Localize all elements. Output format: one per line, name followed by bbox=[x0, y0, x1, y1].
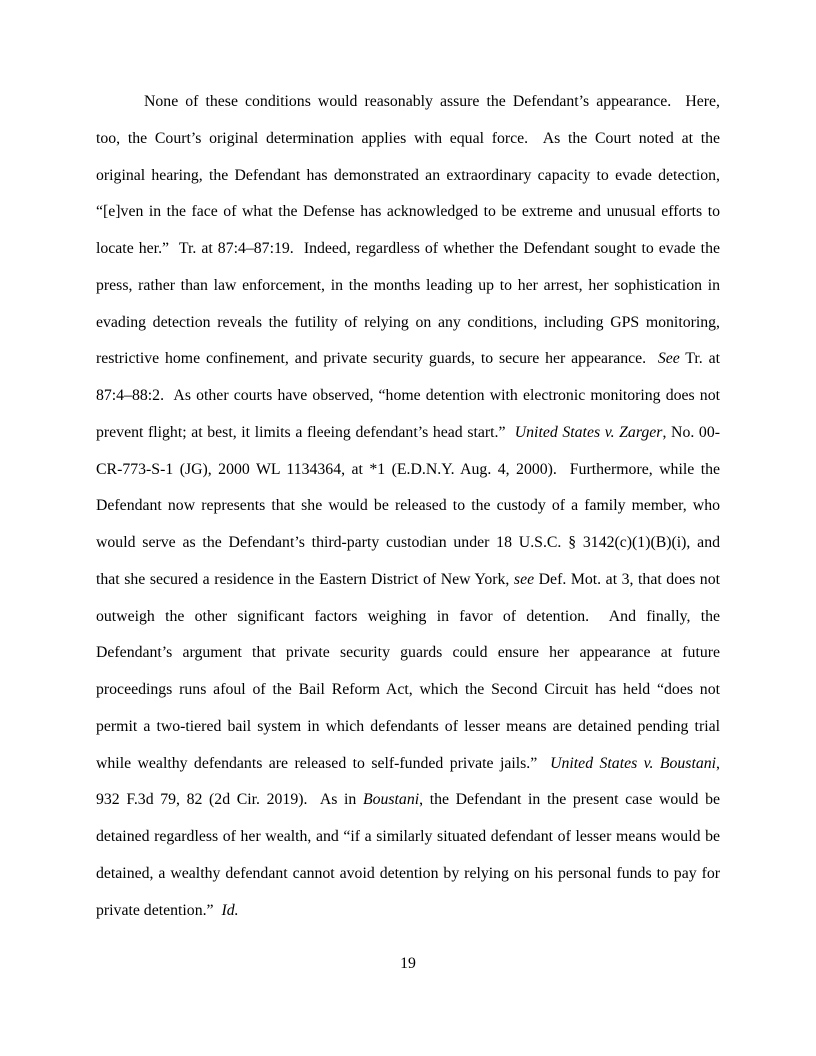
text-line bbox=[96, 791, 720, 828]
text-segment: , No. 00- bbox=[662, 423, 720, 441]
text-line bbox=[96, 314, 720, 351]
page-number: 19 bbox=[400, 955, 416, 972]
text-line bbox=[96, 534, 720, 571]
text-segment: private detention.” bbox=[96, 901, 222, 919]
text-segment: Defendant’s argument that private security guards could ensure her appearance at future bbox=[96, 644, 720, 662]
text-line bbox=[96, 718, 720, 755]
text-segment: evading detection reveals the futility of relying on any conditions, including GPS monitoring, bbox=[96, 313, 720, 331]
text-line bbox=[96, 902, 720, 939]
text-segment: CR-773-S-1 (JG), 2000 WL 1134364, at *1 (E.D.N.Y. Aug. 4, 2000). Furthermore, while the bbox=[96, 460, 720, 478]
text-segment: , bbox=[716, 754, 720, 772]
text-segment: 87:4–88:2. As other courts have observed, “home detention with electronic monitoring does not bbox=[96, 387, 720, 404]
text-segment: locate her.” Tr. at 87:4–87:19. Indeed, regardless of whether the Defendant sought to evade the bbox=[96, 240, 720, 257]
text-segment: “[e]ven in the face of what the Defense has acknowledged to be extreme and unusual efforts to bbox=[96, 203, 720, 221]
text-segment: restrictive home confinement, and private security guards, to secure her appearance. bbox=[96, 350, 658, 368]
text-segment: detained, a wealthy defendant cannot avoid detention by relying on his personal funds to pay for bbox=[96, 864, 720, 882]
text-segment: too, the Court’s original determination applies with equal force. As the Court noted at the bbox=[96, 129, 720, 147]
citation-italic: United States v. Zarger bbox=[514, 423, 663, 441]
text-line bbox=[96, 130, 720, 167]
text-segment: that she secured a residence in the Eastern District of New York, bbox=[96, 570, 514, 588]
text-segment: original hearing, the Defendant has demonstrated an extraordinary capacity to evade detection, bbox=[96, 166, 720, 184]
citation-italic: United States v. Boustani bbox=[550, 754, 717, 772]
text-line bbox=[96, 644, 720, 681]
body-paragraph bbox=[96, 93, 720, 938]
text-segment: detained regardless of her wealth, and “if a similarly situated defendant of lesser means would be bbox=[96, 828, 720, 845]
text-segment: None of these conditions would reasonably assure the Defendant’s appearance. Here, bbox=[144, 93, 720, 110]
text-segment: prevent flight; at best, it limits a fleeing defendant’s head start.” bbox=[96, 423, 515, 441]
text-line bbox=[96, 424, 720, 461]
text-segment: while wealthy defendants are released to self-funded private jails.” bbox=[96, 754, 551, 772]
text-line bbox=[96, 608, 720, 645]
text-segment: 932 F.3d 79, 82 (2d Cir. 2019). As in bbox=[96, 791, 363, 809]
text-line bbox=[96, 277, 720, 314]
text-segment: Defendant now represents that she would be released to the custody of a family member, who bbox=[96, 497, 720, 515]
text-segment: would serve as the Defendant’s third-party custodian under 18 U.S.C. § 3142(c)(1)(B)(i), and bbox=[96, 534, 720, 551]
citation-italic: see bbox=[513, 570, 535, 588]
text-line bbox=[96, 203, 720, 240]
text-line bbox=[96, 240, 720, 277]
text-line bbox=[96, 387, 720, 424]
text-segment: Tr. at bbox=[679, 350, 720, 368]
text-segment: , the Defendant in the present case would be bbox=[419, 791, 720, 809]
text-line bbox=[96, 865, 720, 902]
text-line bbox=[96, 461, 720, 498]
text-line bbox=[96, 93, 720, 130]
text-segment: permit a two-tiered bail system in which defendants of lesser means are detained pending trial bbox=[96, 717, 720, 735]
text-line bbox=[96, 681, 720, 718]
text-line bbox=[96, 350, 720, 387]
citation-italic: Id. bbox=[221, 901, 239, 919]
text-segment: Def. Mot. at 3, that does not bbox=[534, 570, 720, 588]
citation-italic: See bbox=[657, 350, 680, 368]
text-line bbox=[96, 497, 720, 534]
text-line bbox=[96, 755, 720, 792]
text-line bbox=[96, 167, 720, 204]
citation-italic: Boustani bbox=[362, 791, 420, 809]
text-segment: press, rather than law enforcement, in the months leading up to her arrest, her sophistication in bbox=[96, 276, 720, 294]
text-line bbox=[96, 828, 720, 865]
text-segment: outweigh the other significant factors weighing in favor of detention. And finally, the bbox=[96, 607, 720, 625]
text-segment: proceedings runs afoul of the Bail Reform Act, which the Second Circuit has held “does not bbox=[96, 681, 720, 698]
text-line bbox=[96, 571, 720, 608]
